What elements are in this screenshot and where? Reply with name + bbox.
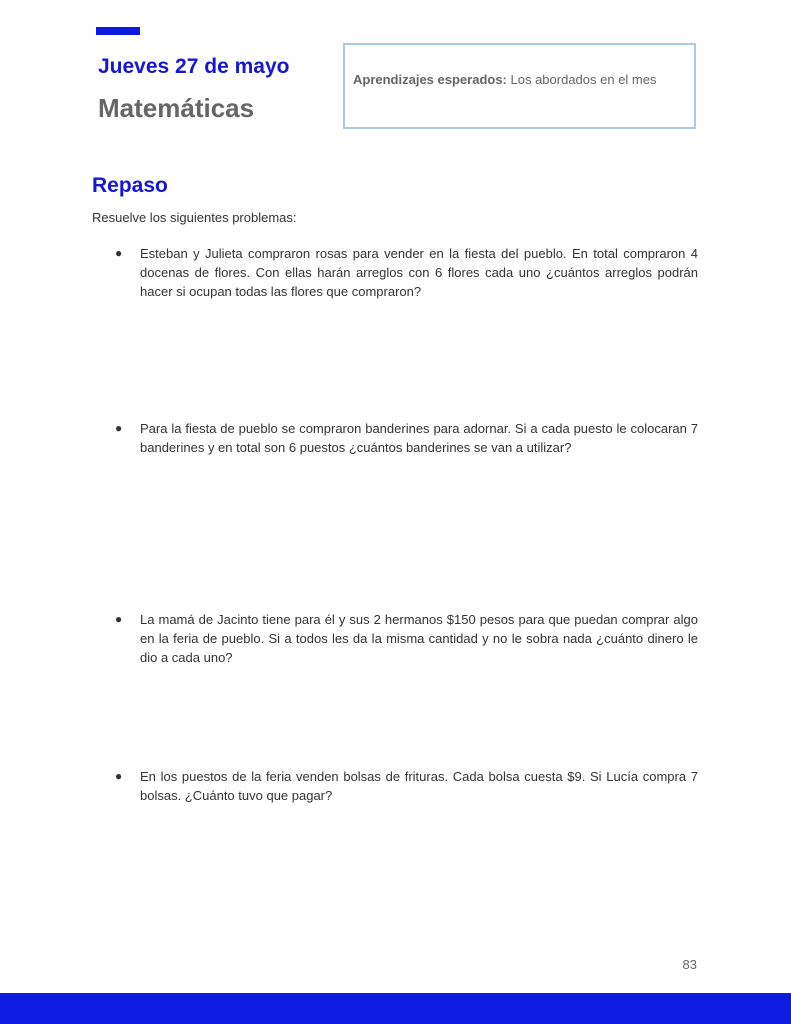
learning-objectives-text xyxy=(353,72,657,87)
learning-objectives-label: Aprendizajes esperados: xyxy=(353,72,507,87)
bullet-icon: ● xyxy=(115,246,123,260)
problem-item xyxy=(115,610,698,667)
bullet-icon: ● xyxy=(115,612,123,626)
problem-item xyxy=(115,419,698,457)
bullet-icon: ● xyxy=(115,421,123,435)
learning-objectives-value: Los abordados en el mes xyxy=(506,72,657,87)
subject-title: Matemáticas xyxy=(98,93,255,123)
learning-objectives-box xyxy=(343,43,696,129)
lesson-date: Jueves 27 de mayo xyxy=(98,55,290,78)
problem-text: Para la fiesta de pueblo se compraron banderines para adornar. Si a cada puesto le colocaran 7 banderines y en total son 6 puestos ¿cuántos banderines se van a utilizar? xyxy=(140,421,698,455)
problem-text: En los puestos de la feria venden bolsas de frituras. Cada bolsa cuesta $9. Si Lucía compra 7 bolsas. ¿Cuánto tuvo que pagar? xyxy=(140,769,698,803)
bullet-icon: ● xyxy=(115,769,123,783)
problem-text: La mamá de Jacinto tiene para él y sus 2 hermanos $150 pesos para que puedan comprar algo en la feria de pueblo. Si a todos les da la misma cantidad y no le sobra nada ¿cuánto dinero le dio a cada uno? xyxy=(140,612,698,665)
problem-text: Esteban y Julieta compraron rosas para vender en la fiesta del pueblo. En total compraron 4 docenas de flores. Con ellas harán arreglos con 6 flores cada uno ¿cuántos arreglos podrán hacer si ocupan todas las flores que compraron? xyxy=(140,246,698,299)
footer-bar xyxy=(0,993,791,1024)
section-title: Repaso xyxy=(92,174,168,197)
instructions: Resuelve los siguientes problemas: xyxy=(92,210,297,225)
top-accent-bar xyxy=(96,27,140,35)
problem-item xyxy=(115,244,698,301)
problem-item xyxy=(115,767,698,805)
page-number: 83 xyxy=(682,957,697,972)
